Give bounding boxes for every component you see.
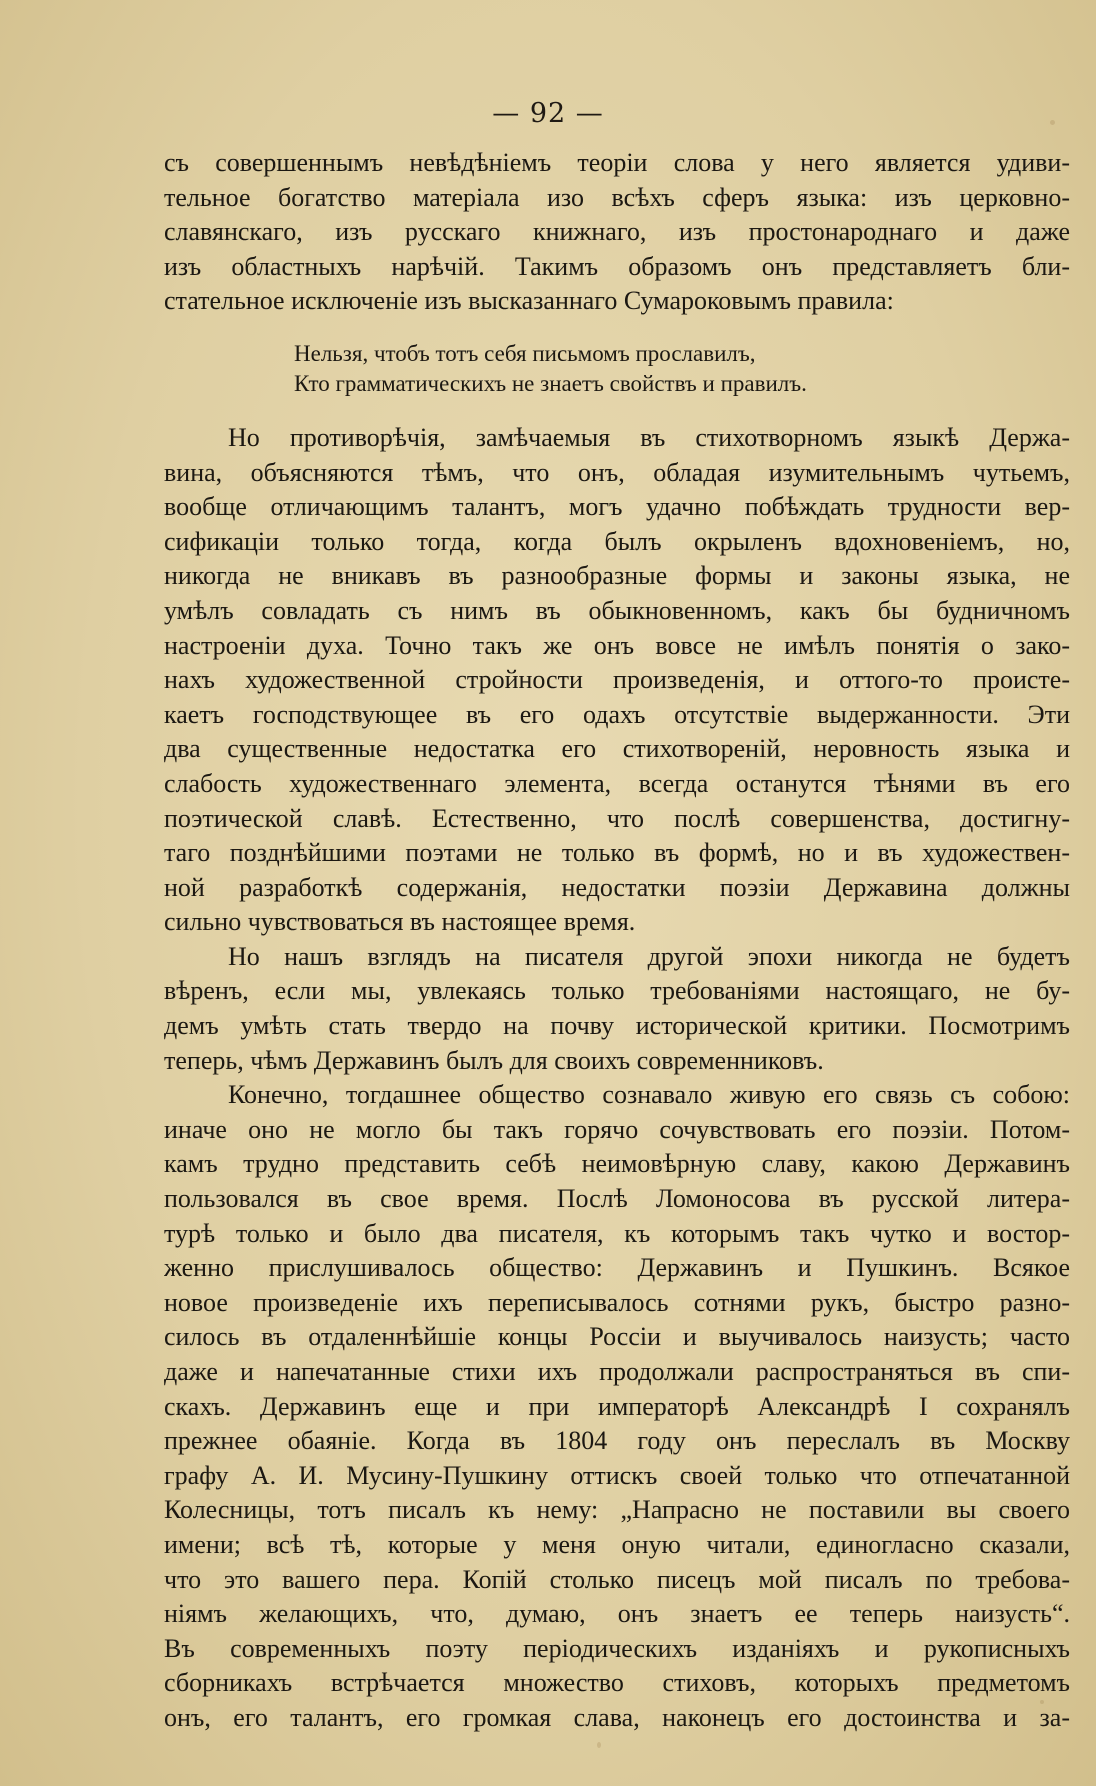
text-line: женно прислушивалось общество: Державинъ и Пушкинъ. Всякое [164,1253,1070,1283]
text-line: каетъ господствующее въ его одахъ отсутствіе выдержанности. Эти [164,699,1070,729]
text-line: сильно чувствоваться въ настоящее время. [164,907,636,937]
verse-line: Кто грамматическихъ не знаетъ свойствъ и правилъ. [294,370,807,396]
text-line: что это вашего пера. Копій столько писецъ мой писалъ по требова- [164,1564,1070,1594]
text-line: теперь, чѣмъ Державинъ былъ для своихъ современниковъ. [164,1045,824,1075]
text-line: пользовался въ свое время. Послѣ Ломоносова въ русской литера- [164,1184,1070,1214]
text-line: умѣлъ совладать съ нимъ въ обыкновенномъ, какъ бы будничномъ [164,595,1070,625]
page-text [164,146,1070,1736]
text-line: ніямъ желающихъ, что, думаю, онъ знаетъ ее теперь наизусть“. [164,1599,1070,1629]
text-line: нахъ художественной стройности произведенія, и оттого-то происте- [164,665,1070,695]
text-line: онъ, его талантъ, его громкая слава, наконецъ его достоинства и за- [164,1702,1070,1732]
page-number: — 92 — [492,98,604,129]
text-line: графу А. И. Мусину-Пушкину оттискъ своей только что отпечатанной [164,1460,1070,1490]
paragraph-historical-criticism [164,940,1070,1078]
text-line: турѣ только и было два писателя, къ которымъ такъ чутко и востор- [164,1218,1070,1248]
text-line: два существенные недостатка его стихотвореній, неровность языка и [164,734,1070,764]
text-line: иначе оно не могло бы такъ горячо сочувствовать его поэзіи. Потом- [164,1114,1070,1144]
text-line: имени; всѣ тѣ, которые у меня оную читали, единогласно сказали, [164,1529,1070,1559]
text-line: силось въ отдаленнѣйшіе концы Россіи и выучивалось наизусть; часто [164,1322,1070,1352]
text-line: стательное исключеніе изъ высказаннаго Сумароковымъ правила: [164,286,894,316]
text-line: никогда не вникавъ въ разнообразные формы и законы языка, не [164,561,1070,591]
text-line: вообще отличающимъ талантъ, могъ удачно побѣждать трудности вер- [164,492,1070,522]
text-line: прежнее обаяніе. Когда въ 1804 году онъ переслалъ въ Москву [164,1426,1070,1456]
text-line: демъ умѣть стать твердо на почву исторической критики. Посмотримъ [164,1011,1070,1041]
text-line: тельное богатство матеріала изо всѣхъ сферъ языка: изъ церковно- [164,182,1070,212]
text-line: сборникахъ встрѣчается множество стиховъ, которыхъ предметомъ [164,1668,1070,1698]
text-line: славянскаго, изъ русскаго книжнаго, изъ простонароднаго и даже [164,217,1070,247]
paper-spot [597,1742,601,1748]
text-line: слабость художественнаго элемента, всегда останутся тѣнями въ его [164,768,1070,798]
text-line: таго позднѣйшими поэтами не только въ формѣ, но и въ художествен- [164,838,1070,868]
verse-quote [164,339,1070,399]
paragraph-continuation [164,146,1070,319]
text-line: сификаціи только тогда, когда былъ окрыленъ вдохновеніемъ, но, [164,526,1070,556]
text-line: Колесницы, тотъ писалъ къ нему: „Напрасно не поставили вы своего [164,1495,1070,1525]
text-line: Конечно, тогдашнее общество сознавало живую его связь съ собою: [228,1080,1070,1110]
paragraph-fame [164,1078,1070,1735]
text-line: даже и напечатанные стихи ихъ продолжали распространяться въ спи- [164,1357,1070,1386]
text-line: изъ областныхъ нарѣчій. Такимъ образомъ онъ представляетъ бли- [164,251,1070,281]
text-line: скахъ. Державинъ еще и при императорѣ Александрѣ I сохранялъ [164,1391,1070,1421]
paragraph-contradictions [164,421,1070,940]
text-line: съ совершеннымъ невѣдѣніемъ теоріи слова у него является удиви- [164,148,1070,177]
text-line: ной разработкѣ содержанія, недостатки поэзіи Державина должны [164,872,1070,902]
text-line: вина, объясняются тѣмъ, что онъ, обладая изумительнымъ чутьемъ, [164,457,1070,487]
text-line: поэтической славѣ. Естественно, что послѣ совершенства, достигну- [164,803,1070,833]
text-line: новое произведеніе ихъ переписывалось сотнями рукъ, быстро разно- [164,1287,1070,1317]
text-line: вѣренъ, если мы, увлекаясь только требованіями настоящаго, не бу- [164,976,1070,1006]
verse-line: Нельзя, чтобъ тотъ себя письмомъ прославилъ, [294,340,756,366]
text-line: Въ современныхъ поэту періодическихъ изданіяхъ и рукописныхъ [164,1633,1070,1663]
text-line: Но противорѣчія, замѣчаемыя въ стихотворномъ языкѣ Держа- [228,422,1070,452]
text-line: Но нашъ взглядъ на писателя другой эпохи никогда не будетъ [228,941,1070,971]
text-line: камъ трудно представить себѣ неимовѣрную славу, какою Державинъ [164,1149,1070,1179]
text-line: настроеніи духа. Точно такъ же онъ вовсе не имѣлъ понятія о зако- [164,630,1070,660]
